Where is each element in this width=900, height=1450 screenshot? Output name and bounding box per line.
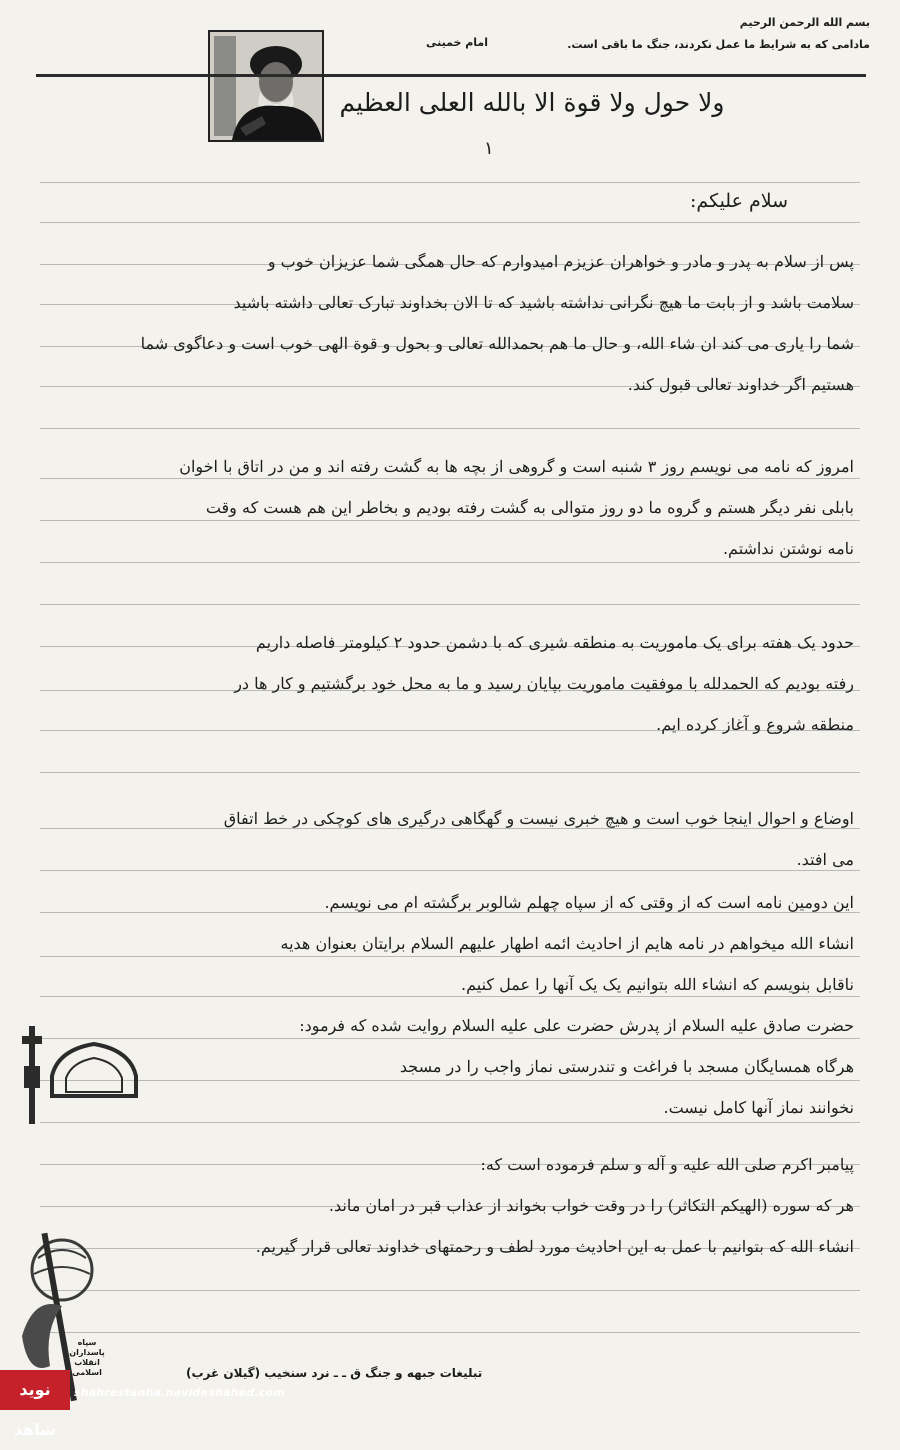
letter-line: هستیم اگر خداوند تعالی قبول کند. — [627, 375, 854, 394]
footer-caption: تبلیغات جبهه و جنگ ق ـ ـ نرد سنخیب (گیلان غرب) — [186, 1366, 483, 1380]
emblem-caption: سپاه پاسداران انقلاب اسلامی — [69, 1338, 105, 1377]
greeting: سلام علیکم: — [690, 190, 788, 212]
mosque-dome-stamp-icon — [46, 1040, 142, 1098]
letter-line: نخوانند نماز آنها کامل نیست. — [663, 1098, 854, 1117]
letter-line: انشاء الله که بتوانیم با عمل به این احادیث مورد لطف و رحمتهای خداوند تعالی قرار گیریم. — [255, 1237, 854, 1256]
watermark-logo: نوید شاهد — [0, 1370, 70, 1410]
letter-line: پس از سلام به پدر و مادر و خواهران عزیزم امیدوارم که حال همگی شما عزیزان خوب و — [267, 252, 854, 271]
quote-attribution: امام خمینی — [426, 36, 489, 49]
letter-line: این دومین نامه است که از وقتی که از سپاه چهلم شالوبر برگشته ام می نویسم. — [324, 893, 854, 912]
letterhead-quote: مادامی که به شرایط ما عمل نکردند، جنگ ما باقی است. — [567, 38, 870, 51]
portrait-figure-icon — [210, 32, 322, 140]
paragraph-2 — [179, 446, 854, 569]
letter-line: حضرت صادق علیه السلام از پدرش حضرت علی علیه السلام روایت شده که فرمود: — [299, 1016, 854, 1035]
letter-line: هرگاه همسایگان مسجد با فراغت و تندرستی نماز واجب را در مسجد — [399, 1057, 854, 1076]
paragraph-3 — [234, 622, 854, 745]
paragraph-4 — [224, 798, 854, 880]
letter-line: شما را یاری می کند ان شاء الله، و حال ما هم بحمدالله تعالی و بحول و قوة الهی خوب است و دعاگوی شما — [140, 334, 854, 353]
letter-line: بابلی نفر دیگر هستم و گروه ما دو روز متوالی به گشت رفته بودیم و بخاطر این هم هست که وقت — [205, 498, 854, 517]
letter-line: انشاء الله میخواهم در نامه هایم از احادیث ائمه اطهار علیهم السلام برایتان بعنوان هدیه — [280, 934, 854, 953]
basmala: بسم الله الرحمن الرحیم — [739, 16, 870, 29]
invocation-heading: ولا حول ولا قوة الا بالله العلی العظیم — [339, 88, 725, 117]
letter-line: پیامبر اکرم صلی الله علیه و آله و سلم فرموده است که: — [480, 1155, 854, 1174]
paragraph-6 — [256, 1144, 854, 1267]
letter-line: هر که سوره (الهیکم التکاثر) را در وقت خواب بخواند از عذاب قبر در امان ماند. — [328, 1196, 854, 1215]
page-number: ۱ — [484, 138, 494, 159]
portrait-photo — [208, 30, 324, 142]
paragraph-1 — [141, 241, 854, 405]
watermark-url: shahrestanha.navideshahed.com — [74, 1386, 286, 1399]
letterhead — [490, 12, 870, 56]
letter-line: ناقابل بنویسم که انشاء الله بتوانیم یک یک آنها را عمل کنیم. — [461, 975, 854, 994]
letter-line: منطقه شروع و آغاز کرده ایم. — [656, 715, 854, 734]
letter-line: امروز که نامه می نویسم روز ۳ شنبه است و گروهی از بچه ها به گشت رفته اند و من در اتاق با اخوان — [179, 457, 854, 476]
letter-line: سلامت باشد و از بابت ما هیچ نگرانی نداشته باشید که تا الان بخداوند تبارک تعالی داشته باشید — [233, 293, 854, 312]
rifle-stamp-icon — [18, 1026, 46, 1124]
letter-line: نامه نوشتن نداشتم. — [722, 539, 854, 558]
paragraph-5 — [281, 882, 855, 1128]
letter-line: رفته بودیم که الحمدلله با موفقیت ماموریت بپایان رسید و ما به محل خود برگشتیم و کار ها در — [234, 674, 854, 693]
letter-line: حدود یک هفته برای یک ماموریت به منطقه شیری که با دشمن حدود ۲ کیلومتر فاصله داریم — [255, 633, 854, 652]
letter-line: اوضاع و احوال اینجا خوب است و هیچ خبری نیست و گهگاهی درگیری های کوچکی در خط اتفاق — [223, 809, 854, 828]
letter-line: می افتد. — [796, 850, 854, 869]
letterhead-rule — [36, 74, 866, 77]
